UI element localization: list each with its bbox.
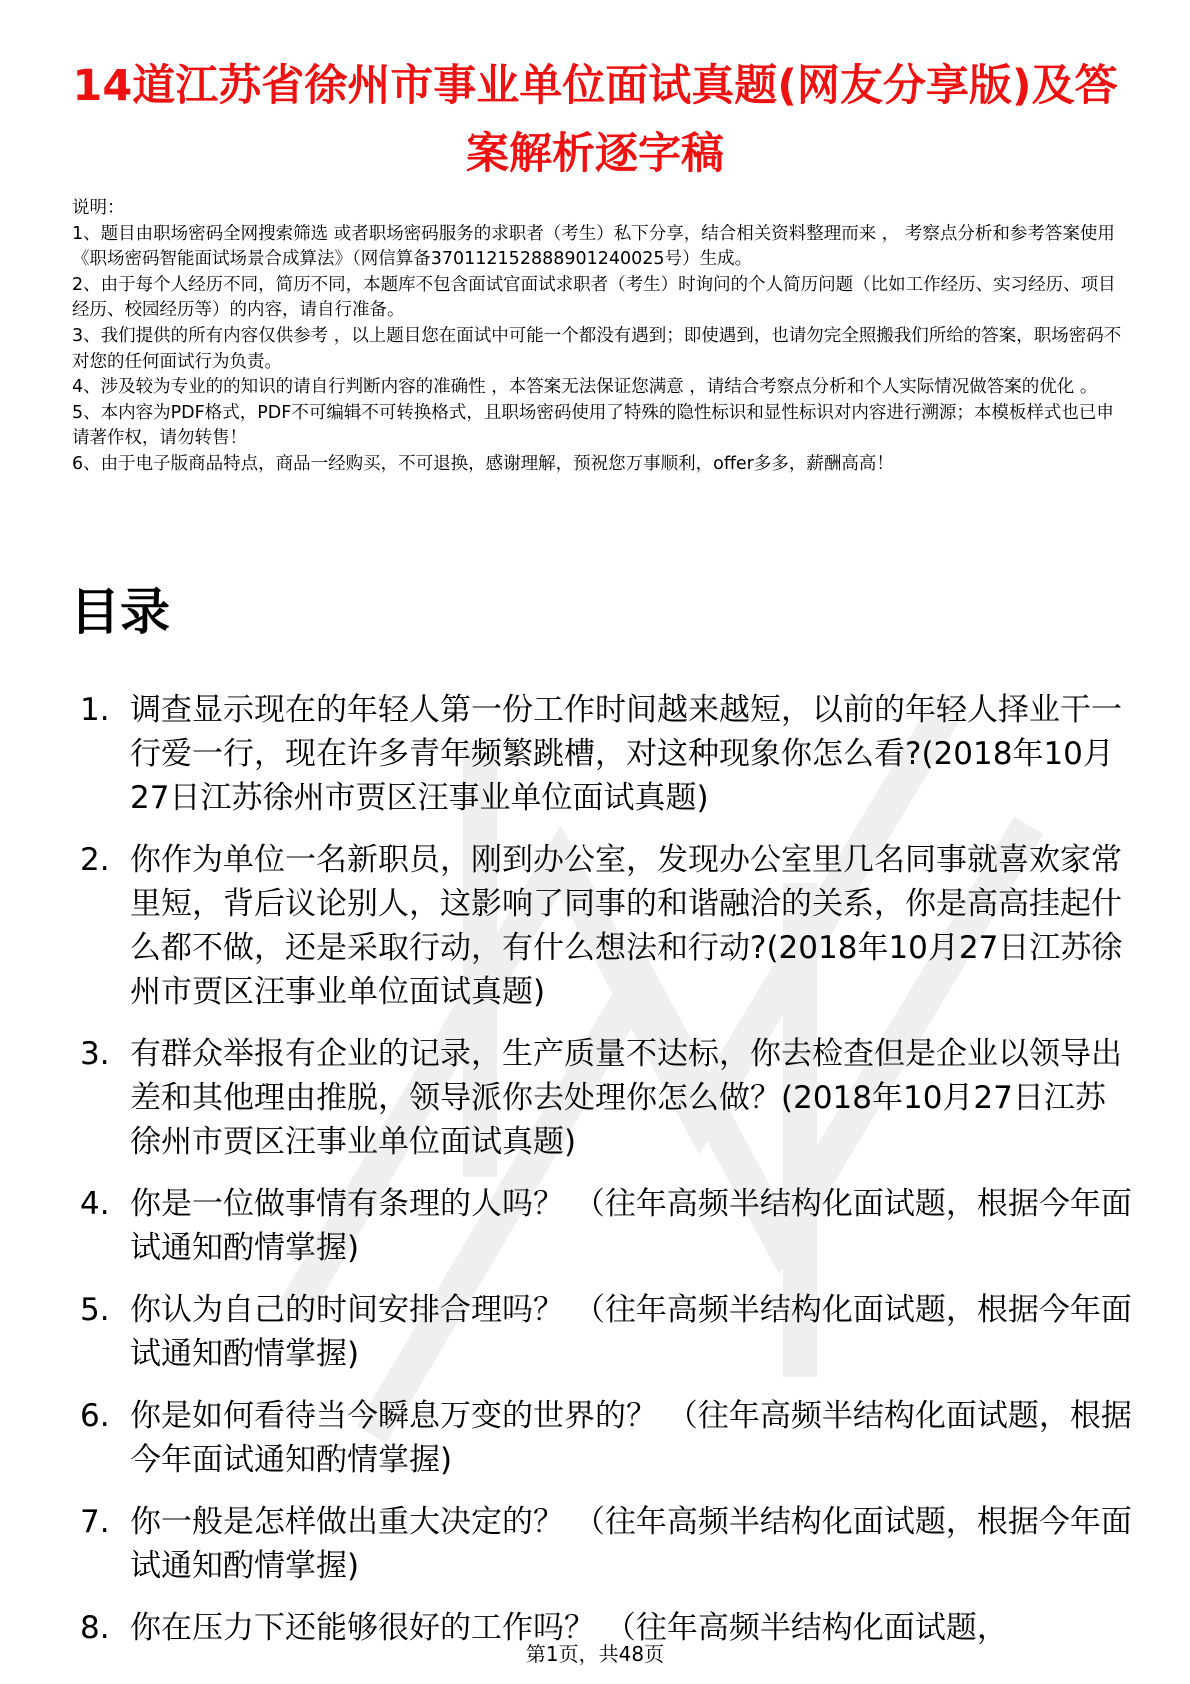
toc-heading: 目录 <box>70 583 170 641</box>
toc-item-text: 你作为单位一名新职员，刚到办公室，发现办公室里几名同事就喜欢家常里短，背后议论别人，这影响了同事的和谐融洽的关系，你是高高挂起什么都不做，还是采取行动，有什么想法和行动?(2018年10月27日江苏徐州市贾区汪事业单位面试真题) <box>130 842 1123 1010</box>
toc-item-number: 5. <box>80 1292 110 1328</box>
toc-item-text: 你是如何看待当今瞬息万变的世界的？ （往年高频半结构化面试题，根据今年面试通知酌情掌握) <box>130 1398 1132 1478</box>
page-number: 第1页，共48页 <box>525 1642 665 1666</box>
toc-item-number: 2. <box>80 842 110 878</box>
notes-section <box>72 196 1122 478</box>
toc-item[interactable] <box>72 1182 1132 1270</box>
document-title: 14道江苏省徐州市事业单位面试真题(网友分享版)及答案解析逐字稿 <box>72 61 1118 179</box>
toc-item-number: 3. <box>80 1036 110 1072</box>
toc-item[interactable] <box>72 1288 1132 1376</box>
toc-item[interactable] <box>72 838 1132 1014</box>
toc-item-number: 8. <box>80 1610 110 1646</box>
note-item: 6、由于电子版商品特点，商品一经购买，不可退换，感谢理解，预祝您万事顺利，offer多多，薪酬高高！ <box>72 453 894 474</box>
note-item: 3、我们提供的所有内容仅供参考 ，以上题目您在面试中可能一个都没有遇到；即使遇到，也请勿完全照搬我们所给的答案，职场密码不对您的任何面试行为负责。 <box>72 325 1122 372</box>
toc-item-number: 7. <box>80 1504 110 1540</box>
toc-item[interactable] <box>72 688 1132 820</box>
toc-item-number: 4. <box>80 1186 110 1222</box>
toc-item-text: 你认为自己的时间安排合理吗？ （往年高频半结构化面试题，根据今年面试通知酌情掌握) <box>130 1292 1132 1372</box>
toc-item-text: 你是一位做事情有条理的人吗？ （往年高频半结构化面试题，根据今年面试通知酌情掌握) <box>130 1186 1132 1266</box>
toc-item[interactable] <box>72 1500 1132 1588</box>
toc-item-number: 1. <box>80 692 110 728</box>
note-item: 1、题目由职场密码全网搜索筛选 或者职场密码服务的求职者（考生）私下分享，结合相关资料整理而来 ， 考察点分析和参考答案使用《职场密码智能面试场景合成算法》（网信算备370112152888901240025号）生成。 <box>72 223 1115 270</box>
toc-item-text: 你一般是怎样做出重大决定的？ （往年高频半结构化面试题，根据今年面试通知酌情掌握) <box>130 1504 1132 1584</box>
toc-item-text: 有群众举报有企业的记录，生产质量不达标，你去检查但是企业以领导出差和其他理由推脱，领导派你去处理你怎么做？(2018年10月27日江苏徐州市贾区汪事业单位面试真题) <box>130 1036 1122 1160</box>
note-item: 2、由于每个人经历不同，简历不同，本题库不包含面试官面试求职者（考生）时询问的个人简历问题（比如工作经历、实习经历、项目经历、校园经历等）的内容，请自行准备。 <box>72 274 1116 321</box>
notes-heading: 说明： <box>72 198 125 218</box>
toc-item[interactable] <box>72 1032 1132 1164</box>
note-item: 4、涉及较为专业的的知识的请自行判断内容的准确性 ，本答案无法保证您满意 ，请结合考察点分析和个人实际情况做答案的优化 。 <box>72 377 1098 398</box>
note-item: 5、本内容为PDF格式，PDF不可编辑不可转换格式，且职场密码使用了特殊的隐性标识和显性标识对内容进行溯源；本模板样式也已申请著作权，请勿转售！ <box>72 402 1114 449</box>
toc-list <box>72 688 1132 1668</box>
toc-item-number: 6. <box>80 1398 110 1434</box>
toc-item-text: 调查显示现在的年轻人第一份工作时间越来越短，以前的年轻人择业干一行爱一行，现在许多青年频繁跳槽，对这种现象你怎么看?(2018年10月27日江苏徐州市贾区汪事业单位面试真题) <box>130 692 1122 816</box>
toc-item[interactable] <box>72 1394 1132 1482</box>
toc-item-text: 你在压力下还能够很好的工作吗？ （往年高频半结构化面试题， <box>130 1610 1008 1646</box>
